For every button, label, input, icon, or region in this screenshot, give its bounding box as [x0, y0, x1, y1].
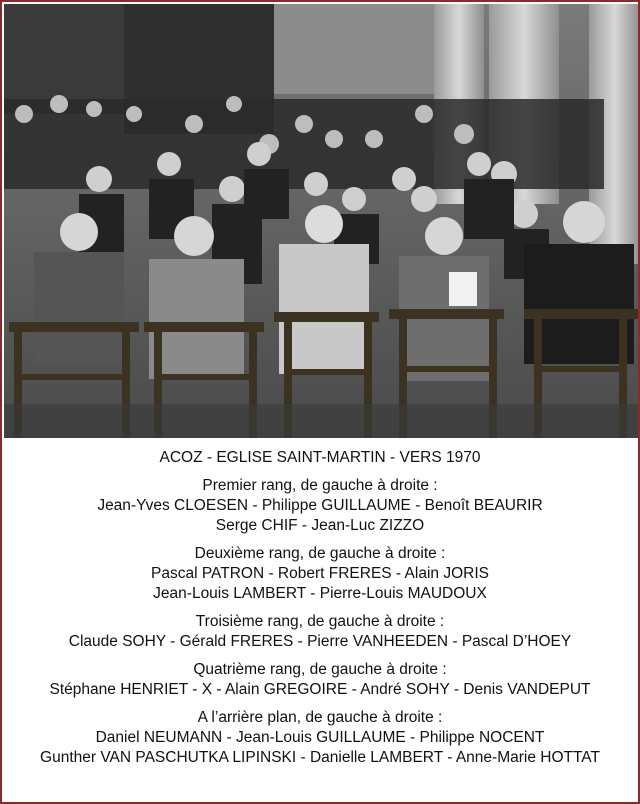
caption-row-3 — [2, 612, 638, 652]
caption-row-4 — [2, 660, 638, 700]
background-names-line-2: Gunther VAN PASCHUTKA LIPINSKI - Danielle LAMBERT - Anne-Marie HOTTAT — [40, 749, 600, 766]
background-names-line-1: Daniel NEUMANN - Jean-Louis GUILLAUME - Philippe NOCENT — [95, 729, 545, 746]
row-2-names-line-1: Pascal PATRON - Robert FRERES - Alain JORIS — [151, 565, 489, 582]
row-3-heading: Troisième rang, de gauche à droite : — [195, 613, 445, 630]
church-group-photo — [4, 4, 640, 438]
caption-row-2 — [2, 544, 638, 604]
row-4-names-line-1: Stéphane HENRIET - X - Alain GREGOIRE - André SOHY - Denis VANDEPUT — [49, 681, 591, 698]
photo-illustration — [4, 4, 640, 438]
row-1-names-line-2: Serge CHIF - Jean-Luc ZIZZO — [215, 517, 425, 534]
photo-caption — [2, 448, 638, 776]
caption-background — [2, 708, 638, 768]
row-2-names-line-2: Jean-Louis LAMBERT - Pierre-Louis MAUDOUX — [153, 585, 487, 602]
row-2-heading: Deuxième rang, de gauche à droite : — [194, 545, 446, 562]
caption-row-1 — [2, 476, 638, 536]
caption-title: ACOZ - EGLISE SAINT-MARTIN - VERS 1970 — [159, 449, 481, 466]
row-1-heading: Premier rang, de gauche à droite : — [202, 477, 438, 494]
row-4-heading: Quatrième rang, de gauche à droite : — [193, 661, 447, 678]
row-1-names-line-1: Jean-Yves CLOESEN - Philippe GUILLAUME - Benoît BEAURIR — [97, 497, 543, 514]
background-heading: A l’arrière plan, de gauche à droite : — [197, 709, 443, 726]
row-3-names-line-1: Claude SOHY - Gérald FRERES - Pierre VANHEEDEN - Pascal D’HOEY — [68, 633, 572, 650]
